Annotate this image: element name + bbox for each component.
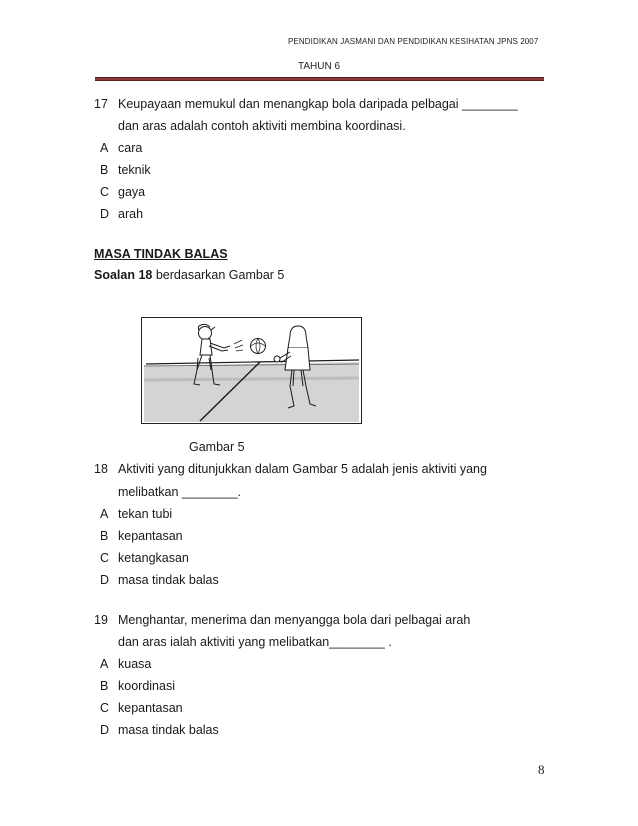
option-text: kepantasan: [118, 701, 183, 715]
option-text: tekan tubi: [118, 507, 173, 521]
option-letter: B: [100, 163, 109, 177]
option-letter: C: [100, 701, 110, 715]
figure-illustration: [142, 318, 361, 423]
header-divider: [95, 77, 544, 81]
page-number: 8: [538, 762, 545, 777]
question-number: 18: [94, 462, 108, 476]
document-header-title: PENDIDIKAN JASMANI DAN PENDIDIKAN KESIHATAN JPNS 2007: [288, 37, 539, 46]
question-number: 17: [94, 97, 108, 111]
option-text: arah: [118, 207, 144, 221]
figure-caption: Gambar 5: [189, 440, 245, 454]
option-letter: B: [100, 679, 109, 693]
option-text: gaya: [118, 185, 146, 199]
question-reference-bold: Soalan 18: [94, 268, 153, 282]
option-text: masa tindak balas: [118, 573, 219, 587]
option-text: ketangkasan: [118, 551, 189, 565]
option-text: kepantasan: [118, 529, 183, 543]
document-header-level: TAHUN 6: [298, 61, 341, 72]
ball: [251, 339, 266, 354]
option-letter: C: [100, 551, 110, 565]
question-stem-line2: dan aras ialah aktiviti yang melibatkan________ .: [118, 635, 392, 649]
option-letter: D: [100, 573, 110, 587]
option-letter: C: [100, 185, 110, 199]
question-stem-line2: melibatkan ________.: [118, 485, 242, 499]
section-heading: MASA TINDAK BALAS: [94, 247, 228, 261]
option-text: cara: [118, 141, 143, 155]
question-stem-line1: Aktiviti yang ditunjukkan dalam Gambar 5 adalah jenis aktiviti yang: [118, 462, 487, 476]
question-reference-rest: berdasarkan Gambar 5: [152, 268, 285, 282]
question-number: 19: [94, 613, 108, 627]
question-stem-line2: dan aras adalah contoh aktiviti membina koordinasi.: [118, 119, 406, 133]
option-letter: B: [100, 529, 109, 543]
figure-gambar-5: [141, 317, 362, 424]
option-letter: A: [100, 141, 109, 155]
court-shade: [144, 378, 359, 380]
option-text: masa tindak balas: [118, 723, 219, 737]
question-stem-line1: Keupayaan memukul dan menangkap bola daripada pelbagai ________: [118, 97, 518, 111]
option-letter: A: [100, 507, 109, 521]
question-reference: [94, 268, 284, 282]
option-letter: D: [100, 207, 110, 221]
option-text: teknik: [118, 163, 151, 177]
option-letter: D: [100, 723, 110, 737]
option-letter: A: [100, 657, 109, 671]
motion-lines: [234, 340, 243, 351]
option-text: kuasa: [118, 657, 152, 671]
question-stem-line1: Menghantar, menerima dan menyangga bola dari pelbagai arah: [118, 613, 471, 627]
option-text: koordinasi: [118, 679, 175, 693]
